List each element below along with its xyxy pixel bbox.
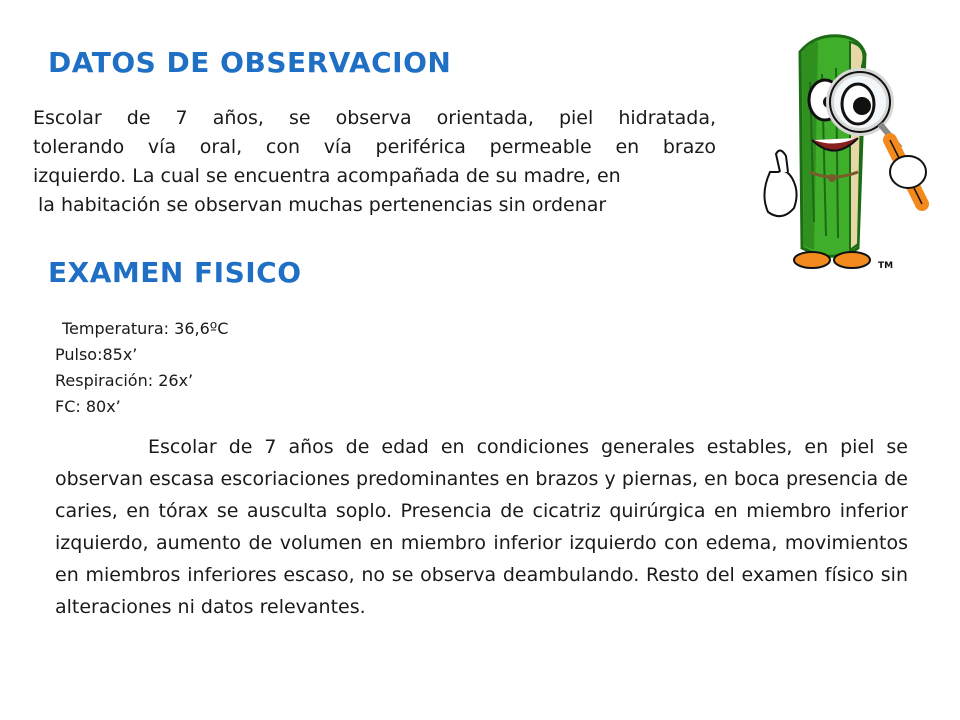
vital-signs-list [55,316,228,420]
physical-exam-paragraph: Escolar de 7 años de edad en condiciones generales estables, en piel se observan escasa escoriaciones predominantes en brazos y piernas, en boca presencia de caries, en tórax se ausculta soplo. Presencia de cicatriz quirúrgica en miembro inferior izquierdo, aumento de volumen en miembro inferior izquierdo con edema, movimientos en miembros inferiores escaso, no se observa deambulando. Resto del examen físico sin alteraciones ni datos relevantes. [55,436,908,618]
vital-heart-rate: FC: 80x’ [55,397,121,416]
vital-respiration: Respiración: 26x’ [55,371,194,390]
section-title-observation: DATOS DE OBSERVACION [48,46,452,79]
observation-line: tolerando vía oral, con vía periférica permeable en brazo [33,136,716,158]
trademark-label: TM [878,261,894,271]
observation-line: la habitación se observan muchas pertenencias sin ordenar [38,194,607,216]
observation-paragraph [33,104,716,220]
vital-temperature: Temperatura: 36,6ºC [62,319,229,338]
section-title-physical-exam: EXAMEN FISICO [48,256,302,289]
observation-line: izquierdo. La cual se encuentra acompañada de su madre, en [33,165,621,187]
magnifying-glass-mascot-icon [740,22,940,272]
observation-line: Escolar de 7 años, se observa orientada, piel hidratada, [33,107,716,129]
vital-pulse: Pulso:85x’ [55,345,138,364]
